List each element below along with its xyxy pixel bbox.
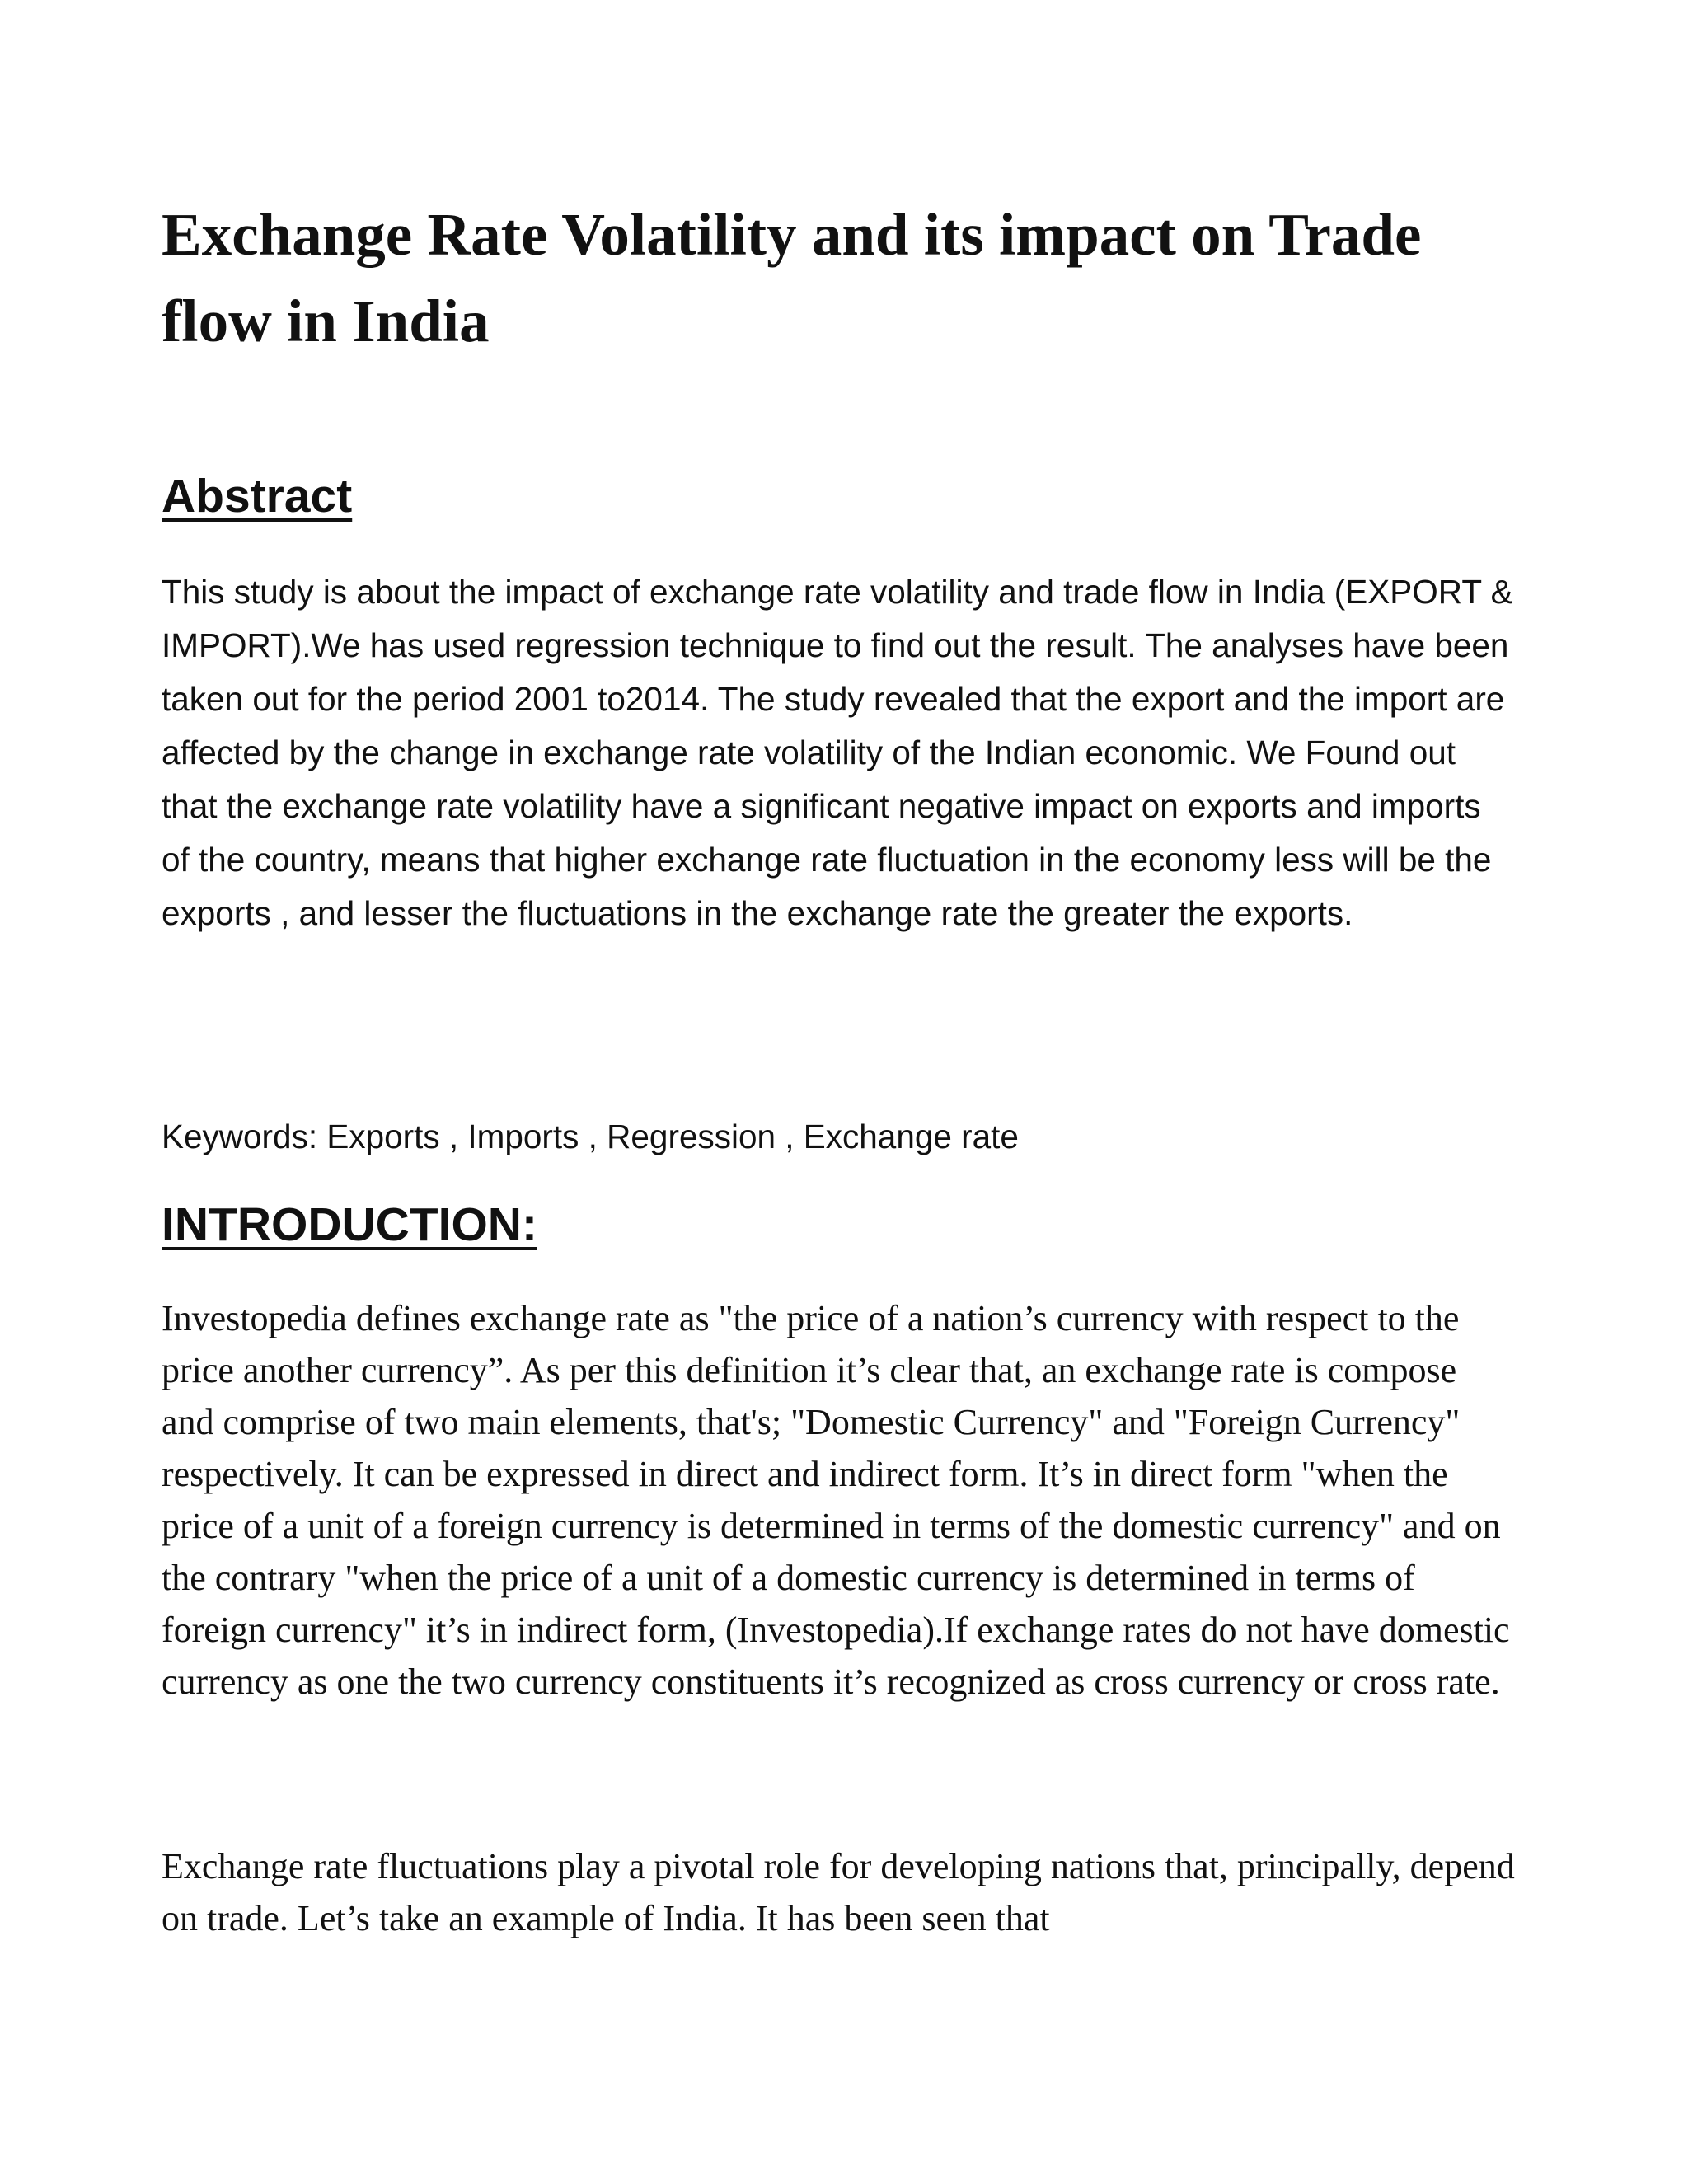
introduction-paragraph-2: Exchange rate fluctuations play a pivotal role for developing nations that, principally, depend on trade. Let’s take an example of India. It has been seen that	[162, 1846, 1515, 1938]
introduction-heading: INTRODUCTION:	[162, 1198, 537, 1251]
document-title: Exchange Rate Volatility and its impact on Trade flow in India	[162, 201, 1422, 354]
keywords-line: Keywords: Exports , Imports , Regression , Exchange rate	[162, 1118, 1019, 1155]
introduction-paragraph-1: Investopedia defines exchange rate as "the price of a nation’s currency with respect to the price another currency”. As per this definition it’s clear that, an exchange rate is compose and comprise of two main elements, that's; "Domestic Currency" and "Foreign Currency" respectively. It can be expressed in direct and indirect form. It’s in direct form "when the price of a unit of a foreign currency is determined in terms of the domestic currency" and on the contrary "when the price of a unit of a domestic currency is determined in terms of foreign currency" it’s in indirect form, (Investopedia).If exchange rates do not have domestic currency as one the two currency constituents it’s recognized as cross currency or cross rate.	[162, 1298, 1510, 1702]
abstract-heading: Abstract	[162, 470, 353, 523]
abstract-body: This study is about the impact of exchange rate volatility and trade flow in India (EXPORT & IMPORT).We has used regression technique to find out the result. The analyses have been taken out for the period 2001 to2014. The study revealed that the export and the import are affected by the change in exchange rate volatility of the Indian economic. We Found out that the exchange rate volatility have a significant negative impact on exports and imports of the country, means that higher exchange rate fluctuation in the economy less will be the exports , and lesser the fluctuations in the exchange rate the greater the exports.	[162, 573, 1513, 932]
